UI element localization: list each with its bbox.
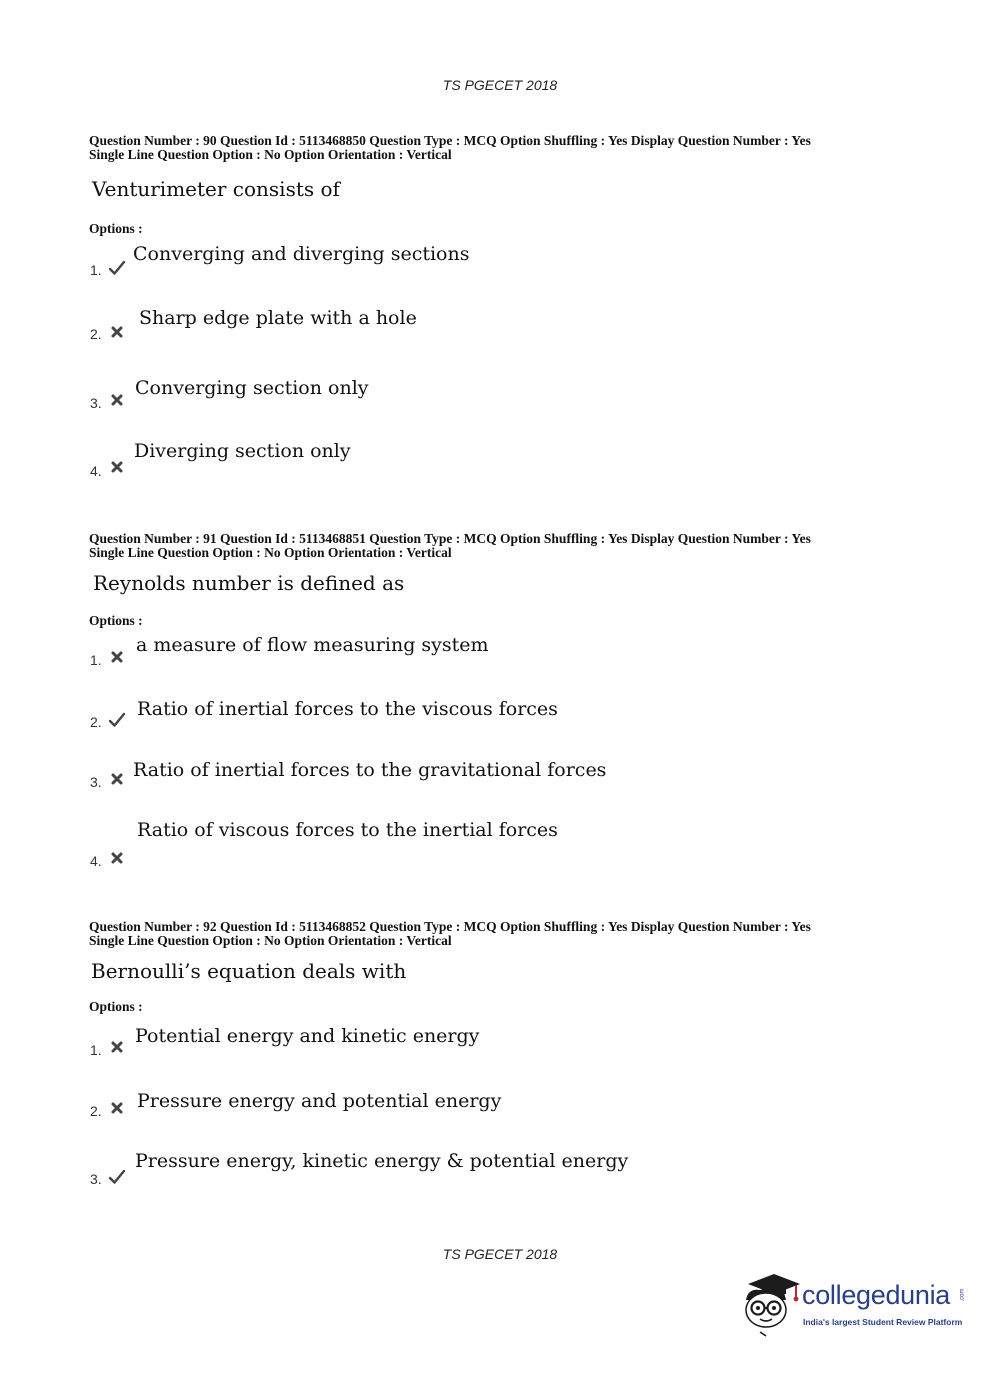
check-icon (108, 259, 126, 277)
option-text: Ratio of inertial forces to the viscous forces (137, 698, 558, 720)
option-text: Ratio of inertial forces to the gravitational forces (133, 759, 607, 781)
question-meta (89, 134, 909, 162)
options-label: Options : (89, 999, 143, 1014)
option-text: Diverging section only (134, 440, 351, 462)
cross-icon (108, 323, 126, 341)
option-item (0, 440, 1000, 490)
check-icon (108, 1168, 126, 1186)
question-meta-line1: Question Number : 91 Question Id : 5113468851 Question Type : MCQ Option Shuffling : Yes Display Question Number : Yes (89, 531, 811, 546)
question-meta-line1: Question Number : 92 Question Id : 5113468852 Question Type : MCQ Option Shuffling : Yes Display Question Number : Yes (89, 919, 811, 934)
cross-icon (108, 648, 126, 666)
option-text: Pressure energy, kinetic energy & potential energy (135, 1150, 629, 1172)
option-item (0, 1090, 1000, 1140)
cross-icon (108, 458, 126, 476)
option-number: 4. (90, 853, 102, 869)
check-icon (108, 711, 126, 729)
page-header: TS PGECET 2018 (442, 77, 558, 93)
collegedunia-logo (740, 1270, 970, 1340)
options-label: Options : (89, 221, 143, 236)
option-number: 3. (90, 395, 102, 411)
option-text: Ratio of viscous forces to the inertial forces (137, 819, 558, 841)
question-text: Venturimeter consists of (92, 177, 340, 201)
cross-icon (108, 1038, 126, 1056)
question-text: Bernoulli’s equation deals with (91, 959, 407, 983)
question-meta (89, 532, 909, 560)
option-number: 1. (90, 262, 102, 278)
option-number: 2. (90, 326, 102, 342)
option-item (0, 377, 1000, 427)
page-footer: TS PGECET 2018 (442, 1246, 558, 1262)
option-text: Sharp edge plate with a hole (139, 307, 417, 329)
options-label: Options : (89, 613, 143, 628)
option-item (0, 243, 1000, 293)
option-text: Pressure energy and potential energy (137, 1090, 502, 1112)
option-text: Converging and diverging sections (133, 243, 470, 265)
option-number: 1. (90, 1042, 102, 1058)
option-number: 2. (90, 1103, 102, 1119)
cross-icon (108, 770, 126, 788)
option-item (0, 759, 1000, 809)
mascot-icon (740, 1270, 802, 1340)
option-item (0, 1025, 1000, 1075)
option-item (0, 819, 1000, 869)
option-number: 3. (90, 774, 102, 790)
logo-tagline: India's largest Student Review Platform (803, 1317, 963, 1327)
cross-icon (108, 391, 126, 409)
question-text: Reynolds number is defined as (93, 571, 405, 595)
cross-icon (108, 1099, 126, 1117)
cross-icon (108, 849, 126, 867)
logo-name: collegedunia (802, 1280, 951, 1310)
option-item (0, 307, 1000, 357)
option-number: 3. (90, 1171, 102, 1187)
option-text: Converging section only (135, 377, 369, 399)
question-meta-line1: Question Number : 90 Question Id : 5113468850 Question Type : MCQ Option Shuffling : Yes Display Question Number : Yes (89, 133, 811, 148)
question-meta (89, 920, 909, 948)
option-item (0, 698, 1000, 748)
option-item (0, 634, 1000, 684)
logo-suffix: .com (959, 1288, 966, 1302)
question-meta-line2: Single Line Question Option : No Option Orientation : Vertical (89, 147, 452, 162)
question-meta-line2: Single Line Question Option : No Option Orientation : Vertical (89, 545, 452, 560)
option-number: 4. (90, 463, 102, 479)
option-text: a measure of flow measuring system (136, 634, 489, 656)
option-text: Potential energy and kinetic energy (135, 1025, 480, 1047)
question-meta-line2: Single Line Question Option : No Option Orientation : Vertical (89, 933, 452, 948)
option-number: 1. (90, 652, 102, 668)
option-number: 2. (90, 714, 102, 730)
option-item (0, 1150, 1000, 1200)
